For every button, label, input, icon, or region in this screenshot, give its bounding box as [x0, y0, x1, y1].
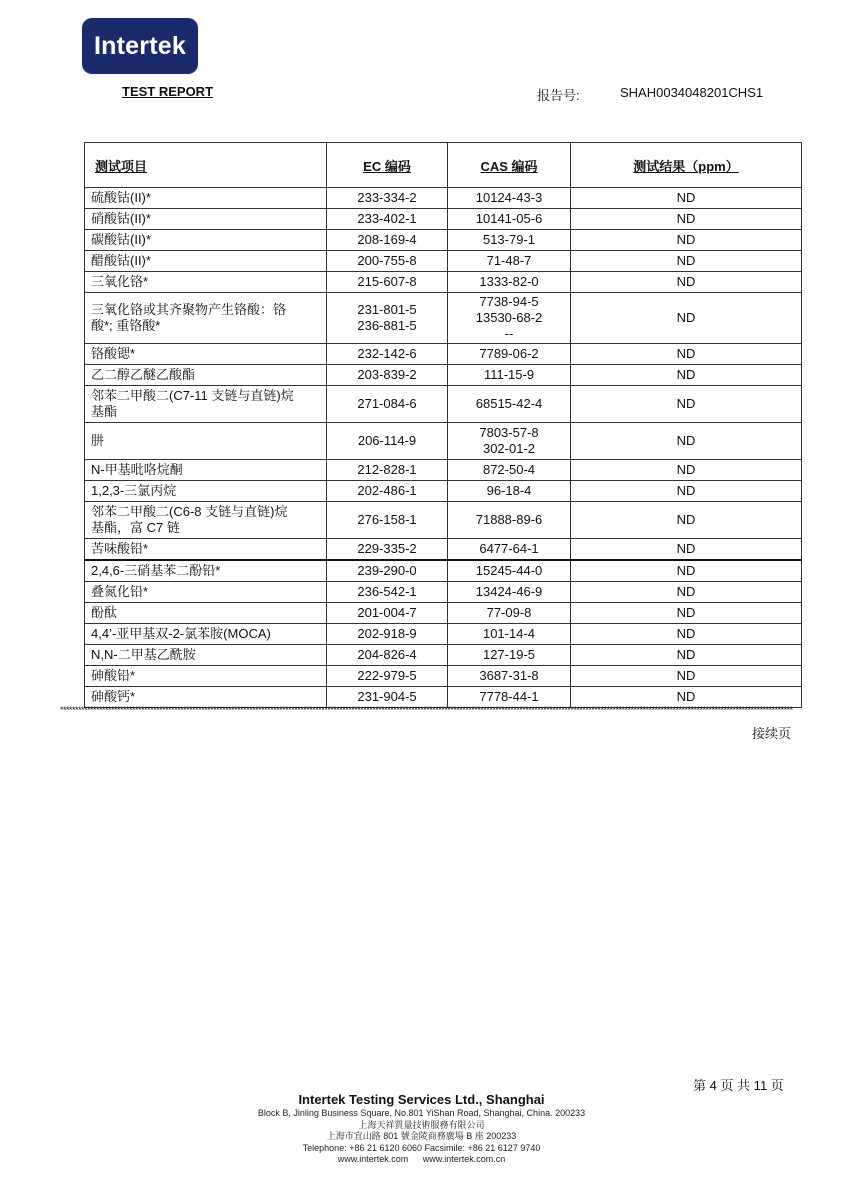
cell-result: ND	[571, 460, 802, 481]
table-row	[85, 272, 802, 293]
cell-result: ND	[571, 481, 802, 502]
cell-result: ND	[571, 209, 802, 230]
cell-cas: 513-79-1	[448, 230, 571, 251]
cell-item-line: 邻苯二甲酸二(C6-8 支链与直链)烷	[91, 504, 288, 519]
table-row	[85, 230, 802, 251]
cell-cas	[448, 293, 571, 344]
footer-website-com[interactable]: www.intertek.com	[337, 1154, 409, 1164]
cell-result: ND	[571, 624, 802, 645]
cell-item-line: 邻苯二甲酸二(C7-11 支链与直链)烷	[91, 388, 294, 403]
table-row	[85, 365, 802, 386]
cell-result: ND	[571, 539, 802, 561]
cell-item-line: 酸*; 重铬酸*	[91, 318, 161, 333]
cell-cas: 1333-82-0	[448, 272, 571, 293]
cell-result: ND	[571, 666, 802, 687]
cell-item: 三氧化铬*	[85, 272, 327, 293]
intertek-logo: Intertek	[82, 18, 198, 74]
cell-item: 4,4’-亚甲基双-2-氯苯胺(MOCA)	[85, 624, 327, 645]
cell-result: ND	[571, 560, 802, 582]
cell-item: 乙二醇乙醚乙酸酯	[85, 365, 327, 386]
table-row	[85, 209, 802, 230]
table-row	[85, 603, 802, 624]
cell-ec: 203-839-2	[327, 365, 448, 386]
header-test-item: 测试项目	[85, 143, 327, 188]
continue-note: 接续页	[752, 726, 792, 741]
cell-ec: 222-979-5	[327, 666, 448, 687]
footer-website-cn[interactable]: www.intertek.com.cn	[422, 1154, 506, 1164]
cell-result: ND	[571, 502, 802, 539]
footer-company-cn: 上海天祥質量技術服務有限公司	[358, 1119, 485, 1130]
cell-cas: 10141-05-6	[448, 209, 571, 230]
cell-cas-line: 302-01-2	[482, 441, 536, 456]
cell-result: ND	[571, 251, 802, 272]
cell-cas: 127-19-5	[448, 645, 571, 666]
cell-item: 砷酸钙*	[85, 687, 327, 708]
cell-ec: 200-755-8	[327, 251, 448, 272]
cell-item: 苦味酸铅*	[85, 539, 327, 561]
table-row	[85, 645, 802, 666]
table-row	[85, 502, 802, 539]
cell-item: 肼	[85, 423, 327, 460]
cell-item	[85, 502, 327, 539]
table-row	[85, 460, 802, 481]
cell-ec: 229-335-2	[327, 539, 448, 561]
cell-ec: 231-904-5	[327, 687, 448, 708]
cell-cas: 13424-46-9	[448, 582, 571, 603]
cell-cas: 68515-42-4	[448, 386, 571, 423]
cell-cas: 71-48-7	[448, 251, 571, 272]
cell-cas: 96-18-4	[448, 481, 571, 502]
table-row	[85, 582, 802, 603]
cell-ec: 236-542-1	[327, 582, 448, 603]
cell-cas	[448, 423, 571, 460]
header-ec-number: EC 编码	[327, 143, 448, 188]
cell-result: ND	[571, 423, 802, 460]
report-title: TEST REPORT	[122, 84, 214, 99]
cell-ec: 202-486-1	[327, 481, 448, 502]
page-number: 第 4 页 共 11 页	[693, 1078, 784, 1093]
cell-ec: 233-402-1	[327, 209, 448, 230]
cell-ec: 201-004-7	[327, 603, 448, 624]
cell-item-line: 基酯，富 C7 链	[91, 520, 180, 535]
footer-company: Intertek Testing Services Ltd., Shanghai	[298, 1092, 545, 1107]
footer	[0, 1092, 843, 1166]
table-row	[85, 666, 802, 687]
cell-item	[85, 386, 327, 423]
test-results-table	[84, 142, 802, 708]
cell-item: 碳酸钴(II)*	[85, 230, 327, 251]
cell-ec: 271-084-6	[327, 386, 448, 423]
table-row	[85, 188, 802, 209]
cell-cas: 6477-64-1	[448, 539, 571, 561]
cell-cas: 71888-89-6	[448, 502, 571, 539]
cell-cas-line: --	[504, 326, 514, 341]
cell-cas: 7789-06-2	[448, 344, 571, 365]
cell-result: ND	[571, 188, 802, 209]
cell-cas: 3687-31-8	[448, 666, 571, 687]
table-header-row	[85, 143, 802, 188]
table-row	[85, 481, 802, 502]
cell-item-line: 基酯	[91, 404, 118, 419]
table-row	[85, 293, 802, 344]
cell-cas: 872-50-4	[448, 460, 571, 481]
cell-result: ND	[571, 344, 802, 365]
cell-result: ND	[571, 365, 802, 386]
footer-address-cn: 上海市宜山路 801 號金陵商務廣場 B 座 200233	[326, 1131, 517, 1141]
cell-item: 硫酸钴(II)*	[85, 188, 327, 209]
report-number: SHAH0034048201CHS1	[620, 85, 764, 100]
cell-item: 硝酸钴(II)*	[85, 209, 327, 230]
cell-ec: 233-334-2	[327, 188, 448, 209]
cell-cas: 7778-44-1	[448, 687, 571, 708]
cell-result: ND	[571, 603, 802, 624]
table-row	[85, 423, 802, 460]
cell-ec: 208-169-4	[327, 230, 448, 251]
footer-websites	[0, 1154, 843, 1166]
cell-item: 叠氮化铅*	[85, 582, 327, 603]
cell-result: ND	[571, 386, 802, 423]
cell-cas-line: 13530-68-2	[475, 310, 543, 325]
cell-ec: 276-158-1	[327, 502, 448, 539]
cell-item: 醋酸钴(II)*	[85, 251, 327, 272]
table-row	[85, 560, 802, 582]
cell-item: 砷酸铅*	[85, 666, 327, 687]
cell-item: N-甲基吡咯烷酮	[85, 460, 327, 481]
cell-ec: 212-828-1	[327, 460, 448, 481]
cell-cas: 111-15-9	[448, 365, 571, 386]
cell-item: N,N-二甲基乙酰胺	[85, 645, 327, 666]
table-row	[85, 344, 802, 365]
cell-cas: 77-09-8	[448, 603, 571, 624]
cell-result: ND	[571, 645, 802, 666]
cell-item: 1,2,3-三氯丙烷	[85, 481, 327, 502]
cell-ec: 232-142-6	[327, 344, 448, 365]
cell-item: 酚酞	[85, 603, 327, 624]
cell-ec-line: 236-881-5	[357, 318, 417, 333]
cell-ec-line: 231-801-5	[357, 302, 417, 317]
table-row	[85, 539, 802, 561]
cell-result: ND	[571, 293, 802, 344]
header-cas-number: CAS 编码	[448, 143, 571, 188]
header-test-result: 测试结果（ppm）	[571, 143, 802, 188]
cell-result: ND	[571, 272, 802, 293]
cell-item: 2,4,6-三硝基苯二酚铅*	[85, 560, 327, 582]
cell-ec: 239-290-0	[327, 560, 448, 582]
cell-ec: 202-918-9	[327, 624, 448, 645]
table-row	[85, 251, 802, 272]
cell-item	[85, 293, 327, 344]
cell-ec	[327, 293, 448, 344]
footer-phone: Telephone: +86 21 6120 6060 Facsimile: +86 21 6127 9740	[302, 1142, 541, 1153]
cell-result: ND	[571, 687, 802, 708]
table-row	[85, 624, 802, 645]
cell-cas-line: 7803-57-8	[479, 425, 539, 440]
cell-ec: 204-826-4	[327, 645, 448, 666]
footer-address-en: Block B, Jinling Business Square, No.801 YiShan Road, Shanghai, China. 200233	[257, 1108, 586, 1118]
report-number-label: 报告号:	[537, 88, 580, 103]
end-separator: ****************************************************************************************************************************************************************************************************************************************************	[60, 705, 793, 715]
cell-item-line: 三氧化铬或其齐聚物产生铬酸：铬	[91, 302, 287, 317]
cell-result: ND	[571, 582, 802, 603]
table-row	[85, 386, 802, 423]
cell-cas-line: 7738-94-5	[479, 294, 539, 309]
cell-cas: 15245-44-0	[448, 560, 571, 582]
cell-cas: 10124-43-3	[448, 188, 571, 209]
cell-item: 铬酸锶*	[85, 344, 327, 365]
cell-ec: 206-114-9	[327, 423, 448, 460]
cell-ec: 215-607-8	[327, 272, 448, 293]
cell-cas: 101-14-4	[448, 624, 571, 645]
cell-result: ND	[571, 230, 802, 251]
